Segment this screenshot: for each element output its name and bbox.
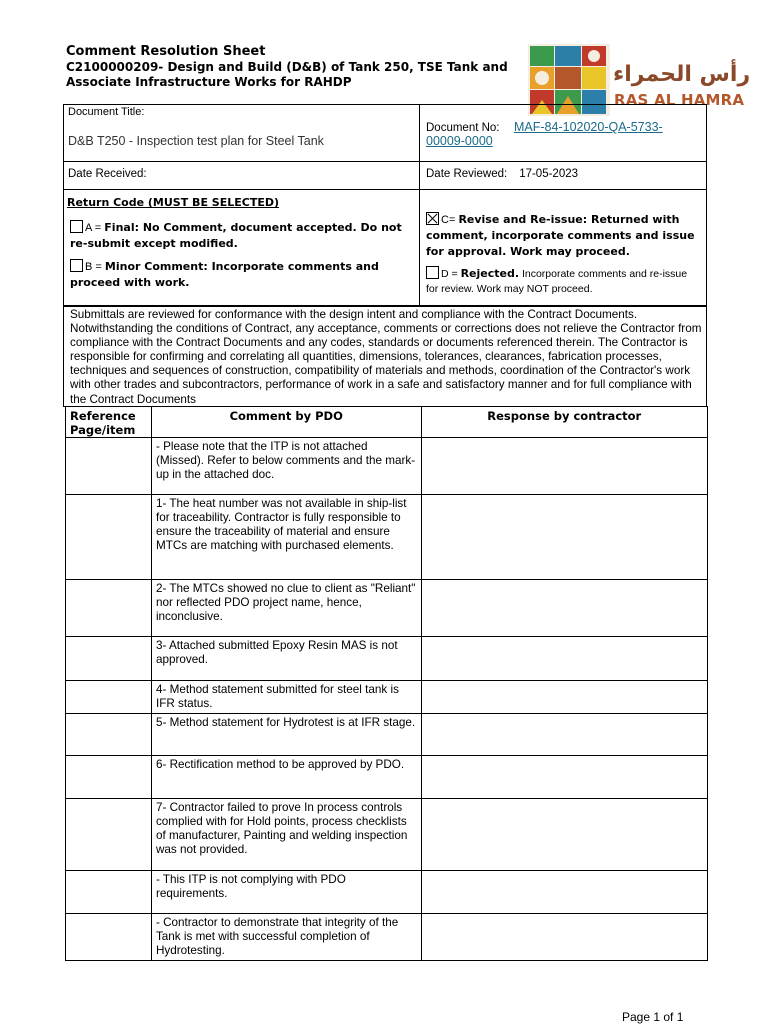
response-cell[interactable] bbox=[421, 799, 708, 871]
ref-cell[interactable] bbox=[66, 580, 152, 637]
response-cell[interactable] bbox=[421, 756, 708, 799]
response-cell[interactable] bbox=[421, 580, 708, 637]
response-cell[interactable] bbox=[421, 495, 708, 580]
checkbox-b[interactable] bbox=[70, 259, 83, 272]
ref-cell[interactable] bbox=[66, 756, 152, 799]
response-cell[interactable] bbox=[421, 681, 708, 714]
comment-cell: 6- Rectification method to be approved by PDO. bbox=[151, 756, 421, 799]
checkbox-c-checked[interactable] bbox=[426, 212, 439, 225]
comment-cell: 4- Method statement submitted for steel tank is IFR status. bbox=[151, 681, 421, 714]
ref-cell[interactable] bbox=[66, 914, 152, 961]
response-cell[interactable] bbox=[421, 438, 708, 495]
column-header-reference: Reference Page/item bbox=[66, 407, 152, 438]
option-a-text: Final: No Comment, document accepted. Do not re-submit except modified. bbox=[70, 221, 402, 250]
option-b-text: Minor Comment: Incorporate comments and proceed with work. bbox=[70, 260, 379, 289]
comment-cell: 7- Contractor failed to prove In process controls complied with for Hold points, process checklists of manufacturer, Painting and welding inspection was not provided. bbox=[151, 799, 421, 871]
table-row bbox=[66, 799, 708, 871]
table-row bbox=[66, 438, 708, 495]
response-cell[interactable] bbox=[421, 914, 708, 961]
ref-cell[interactable] bbox=[66, 495, 152, 580]
option-a-code: A = bbox=[85, 222, 102, 234]
ref-cell[interactable] bbox=[66, 637, 152, 681]
return-code-option-b bbox=[70, 259, 412, 291]
table-header-row bbox=[66, 407, 708, 438]
date-reviewed bbox=[426, 168, 578, 180]
response-cell[interactable] bbox=[421, 871, 708, 914]
checkbox-d[interactable] bbox=[426, 266, 439, 279]
comment-table bbox=[65, 406, 708, 961]
ref-cell[interactable] bbox=[66, 871, 152, 914]
option-d-text: Incorporate comments and re-issue for review. Work may NOT proceed. bbox=[426, 268, 688, 295]
return-code-option-a bbox=[70, 220, 412, 252]
table-row bbox=[66, 756, 708, 799]
doc-title-label: Document Title: bbox=[68, 106, 145, 118]
comment-cell: - Please note that the ITP is not attached (Missed). Refer to below comments and the mark-up in the attached doc. bbox=[151, 438, 421, 495]
disclaimer-text: Submittals are reviewed for conformance with the design intent and compliance with the Contract Documents. Notwithstanding the conditions of Contract, any acceptance, comments or corrections does not relieve the Contractor from compliance with the Contract Documents and any codes, standards or documents referenced therein. The Contractor is responsible for confirming and correlating all quantities, dimensions, tolerances, clearances, fabrication processes, techniques and sequences of construction, compatibility of materials and methods, coordination of the Contractor's work with other trades and subcontractors, performance of work in a safe and satisfactory manner and for full compliance with the Contract Documents bbox=[70, 308, 702, 406]
title-block bbox=[66, 44, 526, 90]
return-code-option-d bbox=[426, 266, 702, 297]
page-number: Page 1 of 1 bbox=[622, 1010, 684, 1024]
option-d-code: D = bbox=[441, 268, 458, 280]
logo-english-text: RAS AL HAMRA bbox=[614, 91, 745, 109]
table-row bbox=[66, 495, 708, 580]
column-header-comment: Comment by PDO bbox=[151, 407, 421, 438]
column-header-response: Response by contractor bbox=[421, 407, 708, 438]
date-reviewed-label: Date Reviewed: bbox=[426, 168, 508, 180]
date-reviewed-value: 17-05-2023 bbox=[519, 168, 579, 180]
project-line-2: Associate Infrastructure Works for RAHDP bbox=[66, 75, 352, 89]
comment-cell: - This ITP is not complying with PDO requirements. bbox=[151, 871, 421, 914]
date-received-label: Date Received: bbox=[68, 168, 147, 180]
comment-cell: 5- Method statement for Hydrotest is at IFR stage. bbox=[151, 714, 421, 756]
checkbox-a[interactable] bbox=[70, 220, 83, 233]
table-row bbox=[66, 914, 708, 961]
comment-cell: - Contractor to demonstrate that integrity of the Tank is met with successful completion of Hydrotesting. bbox=[151, 914, 421, 961]
response-cell[interactable] bbox=[421, 637, 708, 681]
table-row bbox=[66, 714, 708, 756]
doc-number-label: Document No: bbox=[426, 122, 500, 134]
return-code-heading: Return Code (MUST BE SELECTED) bbox=[67, 196, 279, 209]
doc-number-link[interactable]: MAF-84-102020-QA-5733-00009-0000 bbox=[426, 120, 663, 148]
option-d-bold: Rejected. bbox=[460, 267, 520, 280]
option-c-code: C= bbox=[441, 214, 456, 226]
sheet-title: Comment Resolution Sheet bbox=[66, 44, 266, 59]
table-row bbox=[66, 637, 708, 681]
project-line-1: C2100000209- Design and Build (D&B) of Tank 250, TSE Tank and bbox=[66, 60, 508, 74]
table-row bbox=[66, 681, 708, 714]
table-row bbox=[66, 871, 708, 914]
option-b-code: B = bbox=[85, 261, 102, 273]
ref-cell[interactable] bbox=[66, 799, 152, 871]
logo-arabic-text: رأس الحمراء bbox=[613, 62, 751, 87]
ref-cell[interactable] bbox=[66, 438, 152, 495]
comment-cell: 1- The heat number was not available in ship-list for traceability. Contractor is fully responsible to ensure the traceability of material and ensure MTCs are matching with purchased elements. bbox=[151, 495, 421, 580]
comment-cell: 3- Attached submitted Epoxy Resin MAS is not approved. bbox=[151, 637, 421, 681]
table-row bbox=[66, 580, 708, 637]
ref-cell[interactable] bbox=[66, 714, 152, 756]
doc-title-value: D&B T250 - Inspection test plan for Steel Tank bbox=[68, 134, 324, 148]
option-c-text: Revise and Re-issue: Returned with comment, incorporate comments and issue for approval. Work may proceed. bbox=[426, 213, 695, 258]
response-cell[interactable] bbox=[421, 714, 708, 756]
comment-cell: 2- The MTCs showed no clue to client as "Reliant" nor reflected PDO project name, hence, inconclusive. bbox=[151, 580, 421, 637]
ref-cell[interactable] bbox=[66, 681, 152, 714]
return-code-option-c bbox=[426, 212, 702, 260]
